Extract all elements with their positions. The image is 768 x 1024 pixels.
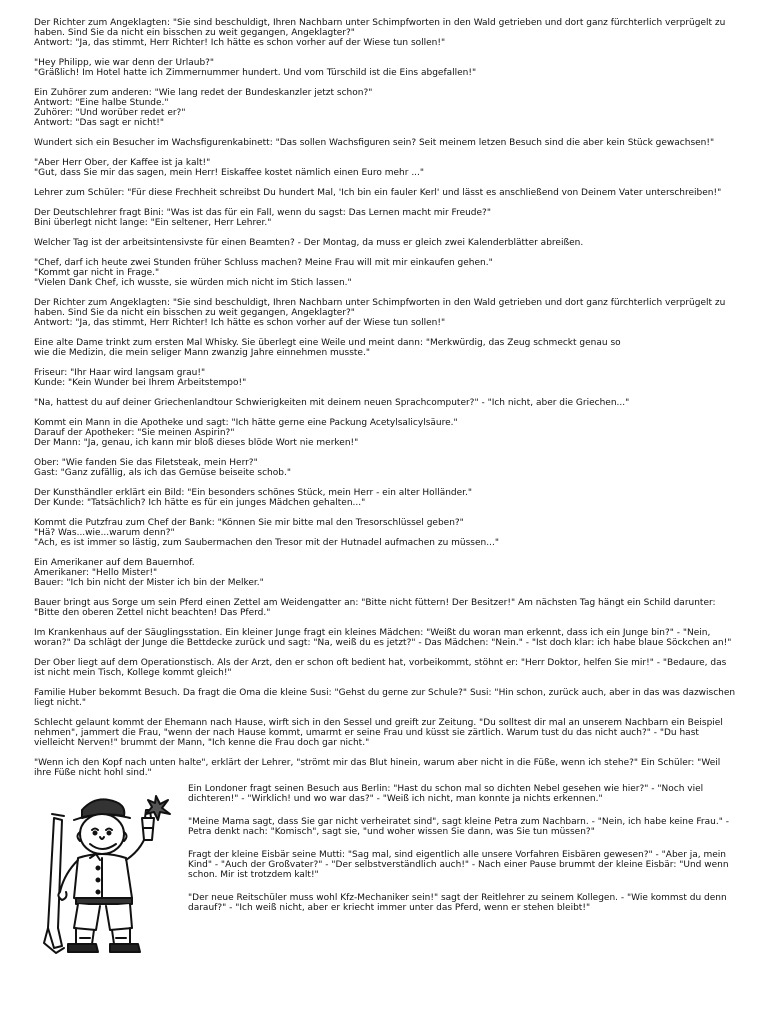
joke-line: Zuhörer: "Und worüber redet er?" — [34, 108, 186, 118]
joke-line: "Meine Mama sagt, dass Sie gar nicht verheiratet sind", sagt kleine Petra zum Nachbarn. - "Nein, ich habe keine Frau." - — [188, 817, 729, 827]
joke-line: Lehrer zum Schüler: "Für diese Frechheit schreibst Du hundert Mal, 'Ich bin ein fauler Kerl' und lässt es anschließend von Deinem Vater unterschreiben!" — [34, 188, 722, 198]
joke-line: Gast: "Ganz zufällig, als ich das Gemüse beiseite schob." — [34, 468, 291, 478]
joke-paragraph — [188, 784, 748, 804]
joke-paragraph — [34, 238, 744, 248]
joke-line: Familie Huber bekommt Besuch. Da fragt die Oma die kleine Susi: "Gehst du gerne zur Schule?" Susi: "Hin schon, zurück auch, aber in das was dazwischen — [34, 688, 736, 698]
joke-line: Amerikaner: "Hello Mister!" — [34, 568, 158, 578]
joke-paragraph — [34, 88, 744, 128]
joke-line: haben. Sind Sie da nicht ein bisschen zu weit gegangen, Angeklagter?" — [34, 308, 355, 318]
joke-paragraph — [34, 368, 744, 388]
joke-line: Darauf der Apotheker: "Sie meinen Aspirin?" — [34, 428, 235, 438]
joke-line: dichteren!" - "Wirklich! und wo war das?" - "Weiß ich nicht, man konnte ja nichts erkennen." — [188, 794, 603, 804]
joke-line: "Aber Herr Ober, der Kaffee ist ja kalt!" — [34, 158, 211, 168]
joke-line: haben. Sind Sie da nicht ein bisschen zu weit gegangen, Angeklagter?" — [34, 28, 355, 38]
joke-line: Der Mann: "Ja, genau, ich kann mir bloß dieses blöde Wort nie merken!" — [34, 438, 359, 448]
joke-line: "Gräßlich! Im Hotel hatte ich Zimmernummer hundert. Und vom Türschild ist die Eins abgefallen!" — [34, 68, 477, 78]
joke-paragraph — [34, 628, 744, 648]
joke-paragraph — [34, 338, 744, 358]
joke-line: Bini überlegt nicht lange: "Ein seltener, Herr Lehrer." — [34, 218, 272, 228]
joke-line: Der Kunde: "Tatsächlich? Ich hätte es für ein junges Mädchen gehalten..." — [34, 498, 366, 508]
joke-line: "Vielen Dank Chef, ich wusste, sie würden mich nicht im Stich lassen." — [34, 278, 352, 288]
joke-line: Eine alte Dame trinkt zum ersten Mal Whisky. Sie überlegt eine Weile und meint dann: "Merkwürdig, das Zeug schmeckt genau so — [34, 338, 621, 348]
joke-line: woran?" Da schlägt der Junge die Bettdecke zurück und sagt: "Na, weiß du es jetzt?" - Das Mädchen: "Nein." - "Ist doch klar: ich habe blaue Söckchen an!" — [34, 638, 732, 648]
joke-line: Antwort: "Eine halbe Stunde." — [34, 98, 169, 108]
joke-line: Der Deutschlehrer fragt Bini: "Was ist das für ein Fall, wenn du sagst: Das Lernen macht mir Freude?" — [34, 208, 491, 218]
man-with-rifle-illustration-icon — [34, 788, 184, 958]
joke-line: "Hey Philipp, wie war denn der Urlaub?" — [34, 58, 215, 68]
joke-line: Der Kunsthändler erklärt ein Bild: "Ein besonders schönes Stück, mein Herr - ein alter Holländer." — [34, 488, 473, 498]
joke-paragraph — [34, 158, 744, 178]
joke-line: Kind" - "Auch der Großvater?" - "Der selbstverständlich auch!" - Nach einer Pause brummt der kleine Eisbär: "Und wenn — [188, 860, 729, 870]
joke-line: "Na, hattest du auf deiner Griechenlandtour Schwierigkeiten mit deinem neuen Sprachcomputer?" - "Ich nicht, aber die Griechen..." — [34, 398, 630, 408]
joke-paragraph — [34, 518, 744, 548]
joke-paragraph — [34, 658, 744, 678]
joke-paragraph — [34, 18, 744, 48]
joke-line: Kommt ein Mann in die Apotheke und sagt: "Ich hätte gerne eine Packung Acetylsalicylsäure." — [34, 418, 458, 428]
joke-line: Im Krankenhaus auf der Säuglingsstation. Ein kleiner Junge fragt ein kleines Mädchen: "Weißt du woran man erkennt, dass ich ein Junge bin?" - "Nein, — [34, 628, 711, 638]
joke-line: Kommt die Putzfrau zum Chef der Bank: "Können Sie mir bitte mal den Tresorschlüssel geben?" — [34, 518, 464, 528]
joke-paragraph — [34, 58, 744, 78]
joke-list — [34, 18, 744, 788]
joke-line: "Der neue Reitschüler muss wohl Kfz-Mechaniker sein!" sagt der Reitlehrer zu seinem Kollegen. - "Wie kommst du denn — [188, 893, 727, 903]
joke-paragraph — [188, 893, 748, 913]
joke-line: Antwort: "Das sagt er nicht!" — [34, 118, 165, 128]
joke-line: Ein Amerikaner auf dem Bauernhof. — [34, 558, 195, 568]
joke-line: vielleicht Nerven!" brummt der Mann, "Ich kenne die Frau doch gar nicht." — [34, 738, 370, 748]
joke-paragraph — [34, 258, 744, 288]
joke-paragraph — [34, 398, 744, 408]
joke-line: Antwort: "Ja, das stimmt, Herr Richter! Ich hätte es schon vorher auf der Wiese tun sollen!" — [34, 318, 446, 328]
joke-line: "Hä? Was...wie...warum denn?" — [34, 528, 175, 538]
joke-paragraph — [34, 298, 744, 328]
joke-paragraph — [34, 138, 744, 148]
joke-line: schon. Mir ist trotzdem kalt!" — [188, 870, 319, 880]
joke-line: Der Richter zum Angeklagten: "Sie sind beschuldigt, Ihren Nachbarn unter Schimpfworten in den Wald getrieben und dort ganz fürchterlich verprügelt zu — [34, 18, 726, 28]
joke-line: Fragt der kleine Eisbär seine Mutti: "Sag mal, sind eigentlich alle unsere Vorfahren Eisbären gewesen?" - "Aber ja, mein — [188, 850, 726, 860]
joke-line: liegt nicht." — [34, 698, 87, 708]
joke-line: wie die Medizin, die mein seliger Mann zwanzig Jahre einnehmen musste." — [34, 348, 370, 358]
joke-line: Antwort: "Ja, das stimmt, Herr Richter! Ich hätte es schon vorher auf der Wiese tun sollen!" — [34, 38, 446, 48]
joke-line: Ober: "Wie fanden Sie das Filetsteak, mein Herr?" — [34, 458, 258, 468]
joke-paragraph — [34, 718, 744, 748]
joke-paragraph — [34, 758, 744, 778]
joke-paragraph — [34, 458, 744, 478]
joke-line: Bauer bringt aus Sorge um sein Pferd einen Zettel am Weidengatter an: "Bitte nicht füttern! Der Besitzer!" Am nächsten Tag hängt ein Schild darunter: — [34, 598, 716, 608]
joke-paragraph — [34, 688, 744, 708]
joke-line: Kunde: "Kein Wunder bei Ihrem Arbeitstempo!" — [34, 378, 247, 388]
joke-line: darauf?" - "Ich weiß nicht, aber er kriecht immer unter das Pferd, wenn er stehen bleibt!" — [188, 903, 591, 913]
joke-paragraph — [34, 488, 744, 508]
joke-line: "Kommt gar nicht in Frage." — [34, 268, 160, 278]
joke-paragraph — [34, 208, 744, 228]
joke-paragraph — [34, 558, 744, 588]
joke-line: Schlecht gelaunt kommt der Ehemann nach Hause, wirft sich in den Sessel und greift zur Zeitung. "Du solltest dir mal an unserem Nachbarn ein Beispiel — [34, 718, 723, 728]
joke-line: Der Richter zum Angeklagten: "Sie sind beschuldigt, Ihren Nachbarn unter Schimpfworten in den Wald getrieben und dort ganz fürchterlich verprügelt zu — [34, 298, 726, 308]
joke-paragraph — [188, 817, 748, 837]
joke-line: "Ach, es ist immer so lästig, zum Saubermachen den Tresor mit der Hutnadel aufmachen zu müssen..." — [34, 538, 499, 548]
joke-line: "Wenn ich den Kopf nach unten halte", erklärt der Lehrer, "strömt mir das Blut hinein, warum aber nicht in die Füße, wenn ich stehe?" Ein Schüler: "Weil — [34, 758, 721, 768]
joke-paragraph — [34, 418, 744, 448]
joke-line: Ein Zuhörer zum anderen: "Wie lang redet der Bundeskanzler jetzt schon?" — [34, 88, 373, 98]
joke-line: ist nicht mein Tisch, Kollege kommt gleich!" — [34, 668, 232, 678]
joke-line: "Chef, darf ich heute zwei Stunden früher Schluss machen? Meine Frau will mit mir einkaufen gehen." — [34, 258, 493, 268]
joke-line: ihre Füße nicht hohl sind." — [34, 768, 152, 778]
joke-line: Friseur: "Ihr Haar wird langsam grau!" — [34, 368, 206, 378]
joke-paragraph — [188, 850, 748, 880]
joke-line: "Gut, dass Sie mir das sagen, mein Herr! Eiskaffee kostet nämlich einen Euro mehr ..." — [34, 168, 425, 178]
joke-paragraph — [34, 598, 744, 618]
joke-line: Wundert sich ein Besucher im Wachsfigurenkabinett: "Das sollen Wachsfiguren sein? Seit meinem letzen Besuch sind die aber kein Stück gewachsen!" — [34, 138, 715, 148]
joke-line: Petra denkt nach: "Komisch", sagt sie, "und woher wissen Sie dann, was Sie tun müssen?" — [188, 827, 595, 837]
joke-line: nehmen", jammert die Frau, "wenn der nach Hause kommt, umarmt er seine Frau und küsst sie zärtlich. Warum tust du das nicht auch?" - "Du hast — [34, 728, 699, 738]
joke-line: Ein Londoner fragt seinen Besuch aus Berlin: "Hast du schon mal so dichten Nebel gesehen wie hier?" - "Noch viel — [188, 784, 704, 794]
joke-line: Der Ober liegt auf dem Operationstisch. Als der Arzt, den er schon oft bedient hat, vorbeikommt, stöhnt er: "Herr Doktor, helfen Sie mir!" - "Bedaure, das — [34, 658, 727, 668]
joke-paragraph — [34, 188, 744, 198]
joke-line: Bauer: "Ich bin nicht der Mister ich bin der Melker." — [34, 578, 264, 588]
joke-line: Welcher Tag ist der arbeitsintensivste für einen Beamten? - Der Montag, da muss er gleich zwei Kalenderblätter abreißen. — [34, 238, 584, 248]
bottom-joke-list — [188, 784, 748, 926]
joke-line: "Bitte den oberen Zettel nicht beachten! Das Pferd." — [34, 608, 271, 618]
